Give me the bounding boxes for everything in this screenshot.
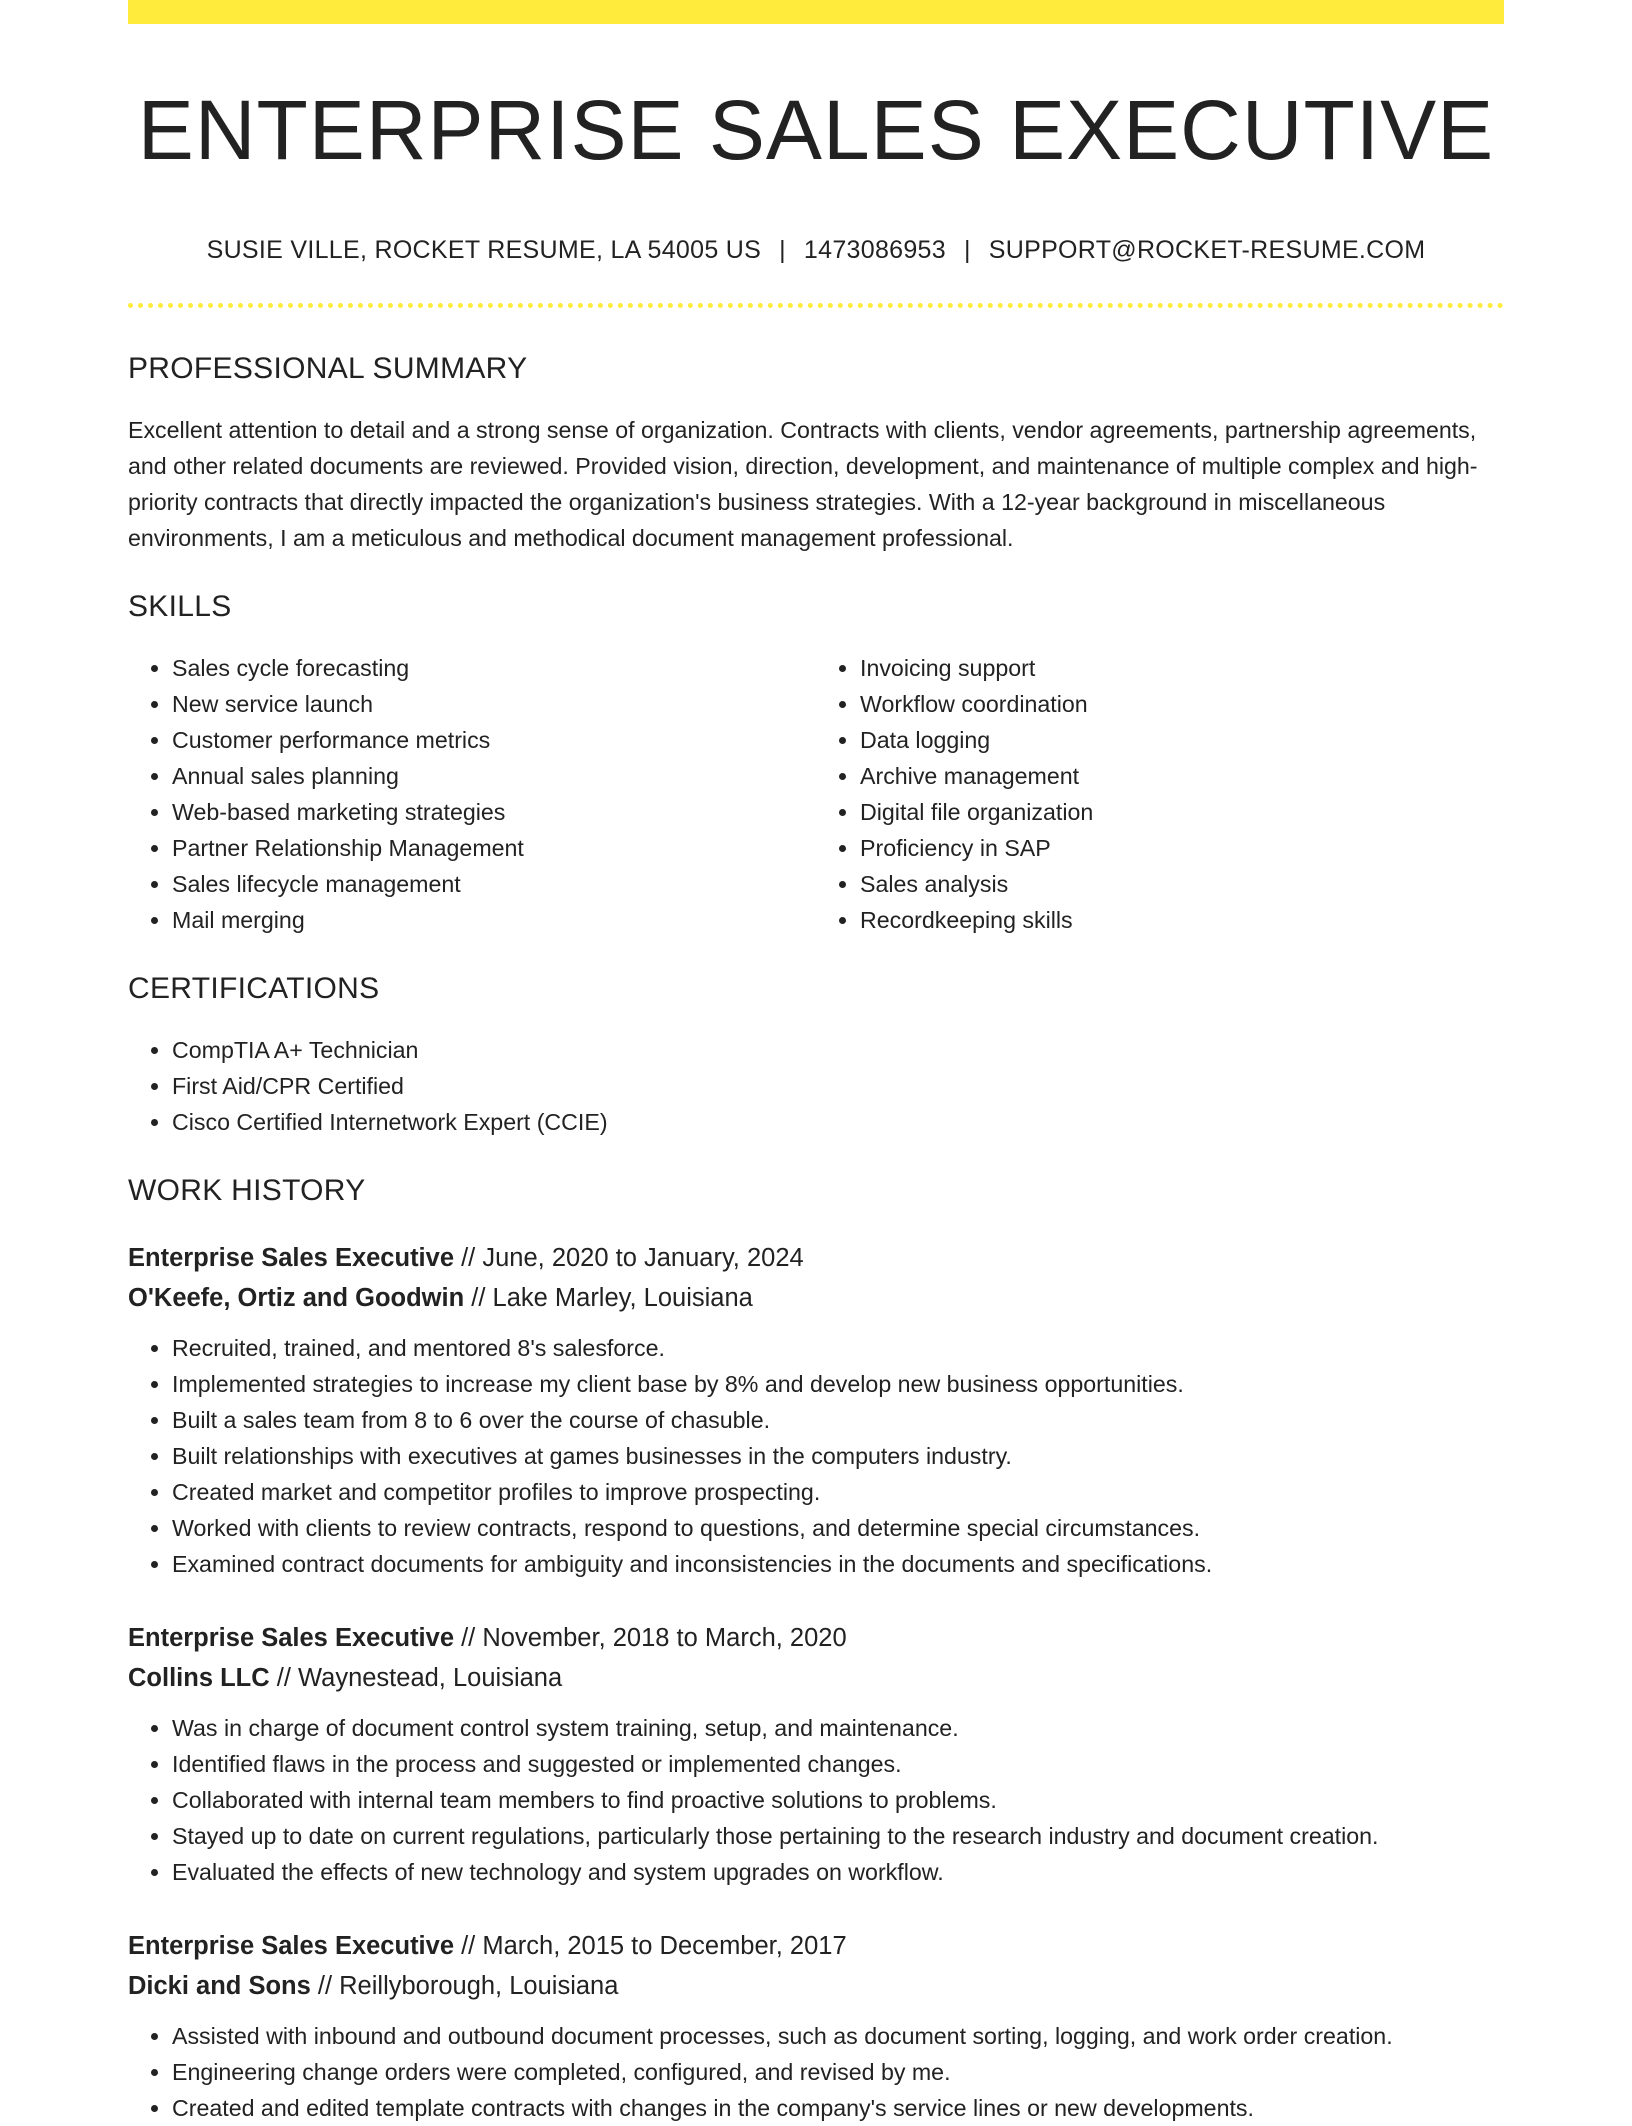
skill-item: • Sales lifecycle management [172,866,816,902]
skills-list-right [816,650,1504,938]
job-bullet: • Stayed up to date on current regulations, particularly those pertaining to the research industry and document creation. [172,1818,1504,1854]
job-entry [128,1926,1504,2126]
job-bullet: • Collaborated with internal team members to find proactive solutions to problems. [172,1782,1504,1818]
job-bullet: • Worked with clients to review contracts, respond to questions, and determine special circumstances. [172,1510,1504,1546]
skill-item: • Customer performance metrics [172,722,816,758]
job-bullet: • Created market and competitor profiles to improve prospecting. [172,1474,1504,1510]
job-company-line [128,1658,1504,1698]
job-title-line [128,1238,1504,1278]
job-bullet: • Was in charge of document control system training, setup, and maintenance. [172,1710,1504,1746]
job-dates: // June, 2020 to January, 2024 [454,1244,804,1273]
job-location: // Reillyborough, Louisiana [310,1972,619,2001]
job-entry [128,1618,1504,1890]
job-company-line [128,1278,1504,1318]
resume-name: ENTERPRISE SALES EXECUTIVE [137,83,1495,177]
header-divider [128,303,1504,308]
job-location: // Lake Marley, Louisiana [464,1284,753,1313]
job-role: Enterprise Sales Executive [128,1244,455,1273]
skill-item: • Invoicing support [860,650,1504,686]
job-bullet: • Evaluated the effects of new technology and system upgrades on workflow. [172,1854,1504,1890]
skill-item: • Data logging [860,722,1504,758]
job-bullet: • Identified flaws in the process and suggested or implemented changes. [172,1746,1504,1782]
contact-separator: | [779,236,786,265]
skill-item: • Archive management [860,758,1504,794]
certifications-title: CERTIFICATIONS [128,972,380,1006]
job-location: // Waynestead, Louisiana [269,1664,563,1693]
contact-phone[interactable]: 1473086953 [803,236,946,265]
job-company-line [128,1966,1504,2006]
job-entry [128,1238,1504,1582]
job-bullet: • Examined contract documents for ambiguity and inconsistencies in the documents and specifications. [172,1546,1504,1582]
certifications-list [128,1032,1504,1140]
job-bullet: • Created and edited template contracts with changes in the company's service lines or new developments. [172,2090,1504,2126]
certification-item: • CompTIA A+ Technician [172,1032,1504,1068]
skills-grid [128,650,1504,938]
top-accent-bar [128,0,1504,24]
job-bullets [128,1710,1504,1890]
skill-item: • Mail merging [172,902,816,938]
job-bullets [128,2018,1504,2126]
job-bullets [128,1330,1504,1582]
job-bullet: • Implemented strategies to increase my client base by 8% and develop new business opportunities. [172,1366,1504,1402]
contact-email[interactable]: SUPPORT@ROCKET-RESUME.COM [988,236,1426,265]
skill-item: • Workflow coordination [860,686,1504,722]
skills-title: SKILLS [128,590,232,624]
skill-item: • New service launch [172,686,816,722]
skill-item: • Web-based marketing strategies [172,794,816,830]
contact-address: SUSIE VILLE, ROCKET RESUME, LA 54005 US [206,236,762,265]
contact-separator: | [963,236,971,265]
job-title-line [128,1618,1504,1658]
job-company: Collins LLC [128,1664,270,1693]
job-company: O'Keefe, Ortiz and Goodwin [128,1284,465,1313]
job-role: Enterprise Sales Executive [128,1624,455,1653]
job-company: Dicki and Sons [128,1972,311,2001]
job-bullet: • Built a sales team from 8 to 6 over the course of chasuble. [172,1402,1504,1438]
job-dates: // November, 2018 to March, 2020 [454,1624,847,1653]
job-bullet: • Recruited, trained, and mentored 8's salesforce. [172,1330,1504,1366]
work-history-title: WORK HISTORY [128,1174,366,1208]
skill-item: • Proficiency in SAP [860,830,1504,866]
job-bullet: • Engineering change orders were completed, configured, and revised by me. [172,2054,1504,2090]
job-role: Enterprise Sales Executive [128,1932,455,1961]
job-bullet: • Built relationships with executives at games businesses in the computers industry. [172,1438,1504,1474]
skill-item: • Sales analysis [860,866,1504,902]
skill-item: • Recordkeeping skills [860,902,1504,938]
job-title-line [128,1926,1504,1966]
skill-item: • Sales cycle forecasting [172,650,816,686]
certification-item: • First Aid/CPR Certified [172,1068,1504,1104]
skill-item: • Annual sales planning [172,758,816,794]
skills-list-left [128,650,816,938]
job-dates: // March, 2015 to December, 2017 [454,1932,847,1961]
certification-item: • Cisco Certified Internetwork Expert (CCIE) [172,1104,1504,1140]
contact-line [128,236,1504,265]
summary-title: PROFESSIONAL SUMMARY [128,352,528,386]
summary-text: Excellent attention to detail and a strong sense of organization. Contracts with clients, vendor agreements, partnership agreements, and other related documents are reviewed. Provided vision, direction, development, and maintenance of multiple complex and high-priority contracts that directly impacted the organization's business strategies. With a 12-year background in miscellaneous environments, I am a meticulous and methodical document management professional. [128,417,1478,552]
job-bullet: • Assisted with inbound and outbound document processes, such as document sorting, logging, and work order creation. [172,2018,1504,2054]
skill-item: • Partner Relationship Management [172,830,816,866]
resume-page [128,0,1504,2126]
skill-item: • Digital file organization [860,794,1504,830]
